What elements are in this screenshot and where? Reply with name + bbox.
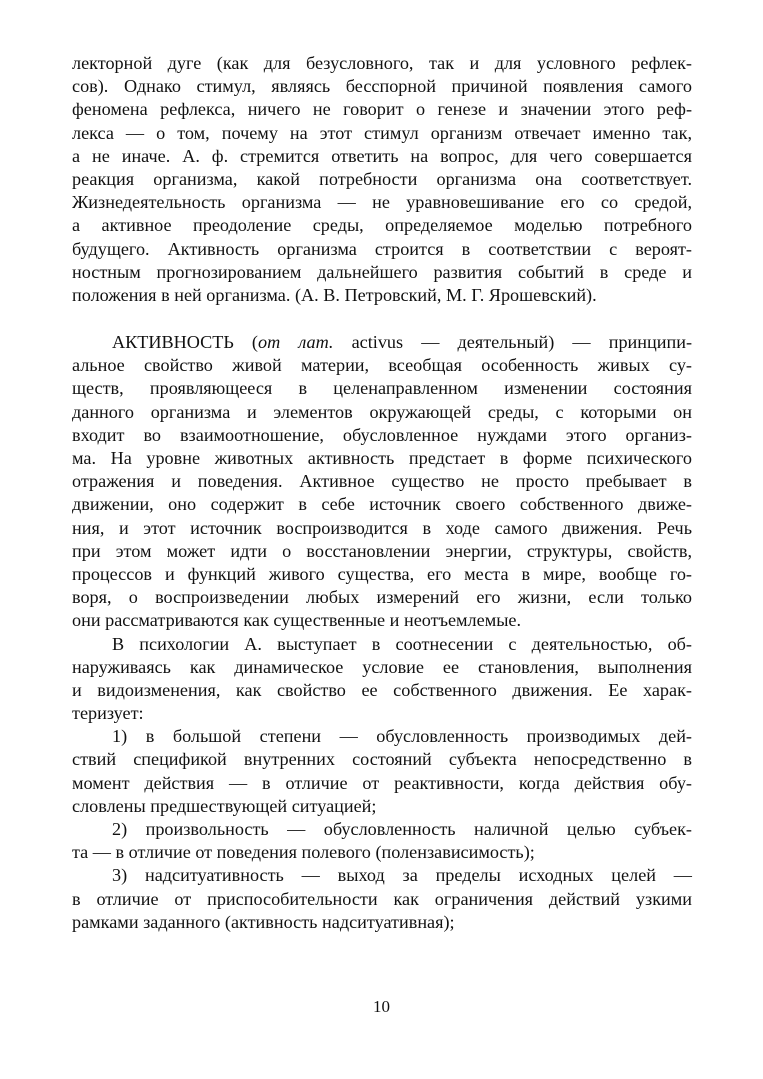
text-line: данного организма и элементов окружающей среды, с которыми он [72,401,692,422]
text-line: ния, и этот источник воспроизводится в ходе самого движения. Речь [72,517,692,538]
text-line: ществ, проявляющееся в целенаправленном изменении состояния [72,378,692,399]
list-item-line: в отличие от приспособительности как ограничения действий узкими [72,888,692,909]
text-line: процессов и функций живого существа, его места в мире, вообще го- [72,563,692,584]
text-line: и видоизменения, как свойство ее собственного движения. Ее харак- [72,679,692,700]
text-line: теризует: [72,703,144,724]
text-run: activus — деятельный) — принципи- [333,332,692,353]
text-line: Жизнедеятельность организма — не уравновешивание его со средой, [72,192,692,213]
list-item-line: рамками заданного (активность надситуативная); [72,911,455,932]
text-line: движении, оно содержит в себе источник своего собственного движе- [72,494,692,515]
text-line: феномена рефлекса, ничего не говорит о генезе и значении этого реф- [72,99,692,120]
text-line: положения в ней организма. (А. В. Петровский, М. Г. Ярошевский). [72,284,597,305]
text-line: лекса — о том, почему на этот стимул организм отвечает именно так, [72,122,692,143]
text-line: а активное преодоление среды, определяемое моделью потребного [72,215,692,236]
list-item-line: 1) в большой степени — обусловленность производимых дей- [112,726,692,747]
etymology-language: от лат. [258,332,334,353]
page-number: 10 [373,997,390,1016]
text-line: наруживаясь как динамическое условие ее становления, выполнения [72,656,692,677]
list-item-line: 3) надситуативность — выход за пределы исходных целей — [112,865,692,886]
text-line: лекторной дуге (как для безусловного, так и для условного рефлек- [72,53,692,73]
text-line: альное свойство живой материи, всеобщая особенность живых су- [72,355,692,376]
list-item-line: ствий спецификой внутренних состояний субъекта непосредственно в [72,749,692,770]
previous-article-continuation [72,52,692,307]
list-item-line: 2) произвольность — обусловленность наличной целью субъек- [112,819,692,839]
article-headword: АКТИВНОСТЬ [112,332,234,353]
text-line: ма. На уровне животных активность предстает в форме психического [72,448,692,468]
text-line: сов). Однако стимул, являясь бесспорной причиной появления самого [72,76,692,97]
article-separator [72,307,692,331]
article-first-line [72,331,692,354]
article-activity [72,331,692,934]
text-line: а не иначе. А. ф. стремится ответить на вопрос, для чего совершается [72,145,692,166]
text-line: отражения и поведения. Активное существо не просто пребывает в [72,471,692,492]
text-line: входит во взаимоотношение, обусловленное нуждами этого организ- [72,424,692,445]
list-item-line: та — в отличие от поведения полевого (полензависимость); [72,842,535,863]
text-line: ностным прогнозированием дальнейшего развития событий в среде и [72,261,692,282]
text-line: реакция организма, какой потребности организма она соответствует. [72,168,692,189]
text-line: будущего. Активность организма строится в соответствии с вероят- [72,238,692,259]
list-item-line: словлены предшествующей ситуацией; [72,795,377,816]
text-run: ( [233,332,258,353]
text-line: при этом может идти о восстановлении энергии, структуры, свойств, [72,540,692,561]
page-body [72,52,692,934]
text-line: В психологии А. выступает в соотнесении с деятельностью, об- [112,633,692,654]
text-line: воря, о воспроизведении любых измерений его жизни, если только [72,587,692,608]
text-line: они рассматриваются как существенные и неотъемлемые. [72,610,522,631]
list-item-line: момент действия — в отличие от реактивности, когда действия обу- [72,772,692,793]
